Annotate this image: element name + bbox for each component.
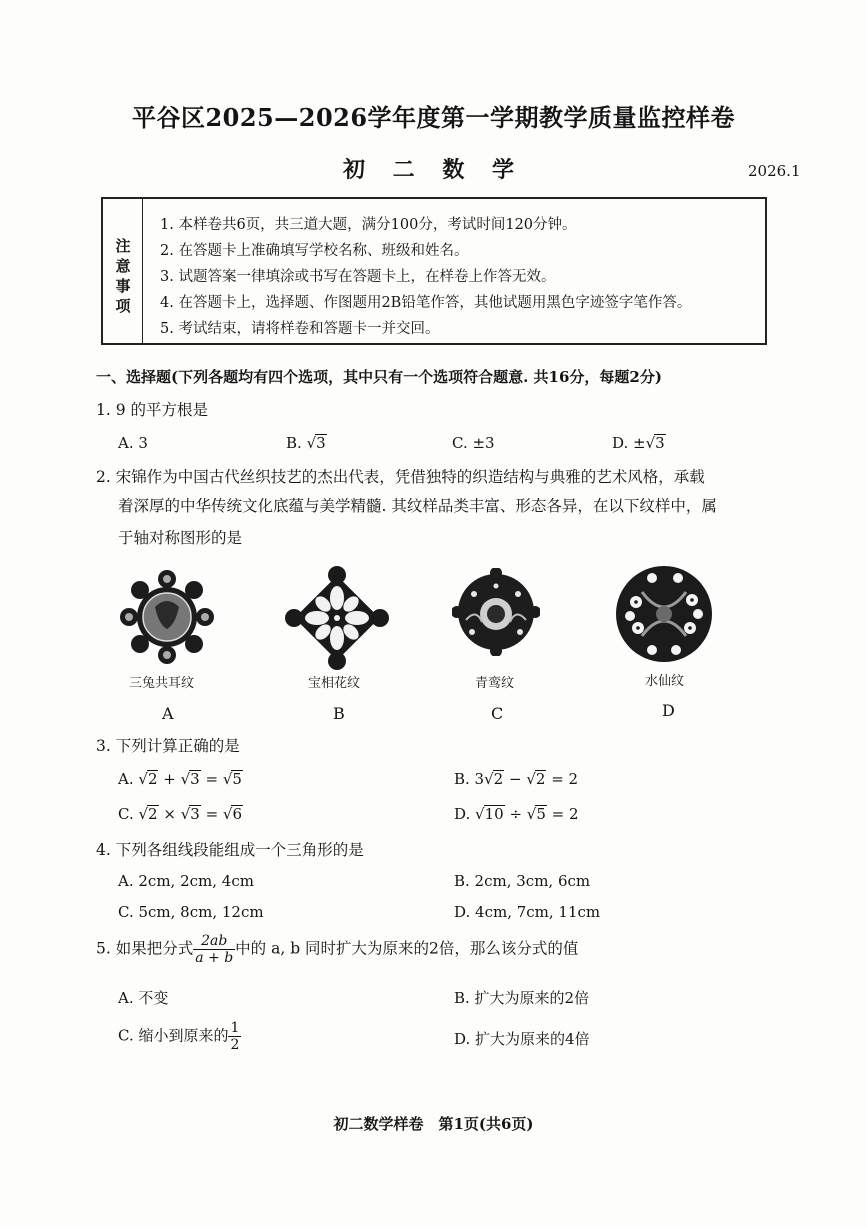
notice-label-char: 项	[115, 297, 131, 315]
notice-item: 2. 在答题卡上准确填写学校名称、班级和姓名。	[160, 243, 469, 259]
q4-option-d: D. 4cm, 7cm, 11cm	[454, 903, 601, 921]
q5-option-a: A. 不变	[118, 989, 169, 1007]
q1-option-d: D. ±√3	[612, 434, 665, 452]
pattern-caption: 宝相花纹	[308, 676, 361, 691]
notice-item: 5. 考试结束，请将样卷和答题卡一并交回。	[160, 321, 440, 337]
pattern-label: D	[662, 701, 675, 720]
q1-stem: 1. 9 的平方根是	[96, 401, 209, 419]
q1-option-c: C. ±3	[452, 434, 495, 452]
notice-label-char: 事	[115, 277, 131, 295]
q3-option-b: B. 3√2 − √2 = 2	[454, 770, 579, 788]
section-heading: 一、选择题(下列各题均有四个选项，其中只有一个选项符合题意. 共16分，每题2分)	[96, 368, 662, 386]
q5-stem: 5. 如果把分式 $\frac{2ab}{a + b}$ 中的 a, b 同时扩大为原来的2倍，那么该分式的值	[96, 933, 579, 967]
exam-title: 平谷区2025—2026学年度第一学期教学质量监控样卷	[131, 103, 736, 132]
exam-date: 2026.1	[748, 162, 801, 180]
notice-label	[103, 199, 143, 343]
pattern-caption: 水仙纹	[645, 674, 685, 689]
notice-item: 3. 试题答案一律填涂或书写在答题卡上，在样卷上作答无效。	[160, 269, 556, 285]
q2-stem-line1: 2. 宋锦作为中国古代丝织技艺的杰出代表，凭借独特的织造结构与典雅的艺术风格，承载	[96, 468, 705, 486]
q4-option-c: C. 5cm, 8cm, 12cm	[118, 903, 264, 921]
q1-option-a: A. 3	[118, 434, 148, 452]
notice-label-char: 意	[115, 257, 131, 275]
pattern-image-qingluan	[452, 568, 540, 656]
pattern-label: C	[491, 704, 504, 723]
q3-option-c: C. √2 × √3 = √6	[118, 805, 243, 823]
q4-option-a: A. 2cm, 2cm, 4cm	[118, 872, 254, 890]
pattern-label: A	[162, 704, 174, 723]
pattern-image-baoxiang-flower	[284, 565, 390, 671]
q5-option-c: C. 缩小到原来的 $\frac{1}{2}$	[118, 1020, 240, 1054]
q2-stem-line2: 着深厚的中华传统文化底蕴与美学精髓. 其纹样品类丰富、形态各异，在以下纹样中，属	[118, 497, 717, 515]
pattern-caption: 三兔共耳纹	[129, 676, 195, 691]
notice-label-char: 注	[115, 237, 131, 255]
q3-option-a: A. √2 + √3 = √5	[118, 770, 242, 788]
q3-stem: 3. 下列计算正确的是	[96, 737, 240, 755]
q2-stem-line3: 于轴对称图形的是	[118, 529, 243, 547]
q4-option-b: B. 2cm, 3cm, 6cm	[454, 872, 591, 890]
q5-option-c-fraction: $\frac{1}{2}$	[230, 1020, 240, 1054]
q4-stem: 4. 下列各组线段能组成一个三角形的是	[96, 841, 364, 859]
subject-title: 初 二 数 学	[343, 157, 524, 183]
q5-fraction: $\frac{2ab}{a + b}$	[195, 933, 234, 967]
notice-box	[101, 197, 767, 345]
pattern-image-three-rabbits	[117, 567, 217, 667]
notice-item: 4. 在答题卡上，选择题、作图题用2B铅笔作答，其他试题用黑色字迹签字笔作答。	[160, 295, 692, 311]
notice-item: 1. 本样卷共6页，共三道大题，满分100分，考试时间120分钟。	[160, 217, 577, 233]
pattern-label: B	[333, 704, 345, 723]
pattern-image-narcissus	[612, 562, 716, 666]
q5-option-d: D. 扩大为原来的4倍	[454, 1030, 590, 1048]
pattern-caption: 青鸾纹	[475, 676, 515, 691]
page-footer: 初二数学样卷 第1页(共6页)	[333, 1115, 534, 1133]
q1-option-b: B. √3	[286, 434, 326, 452]
q5-option-b: B. 扩大为原来的2倍	[454, 989, 590, 1007]
q3-option-d: D. √10 ÷ √5 = 2	[454, 805, 579, 823]
